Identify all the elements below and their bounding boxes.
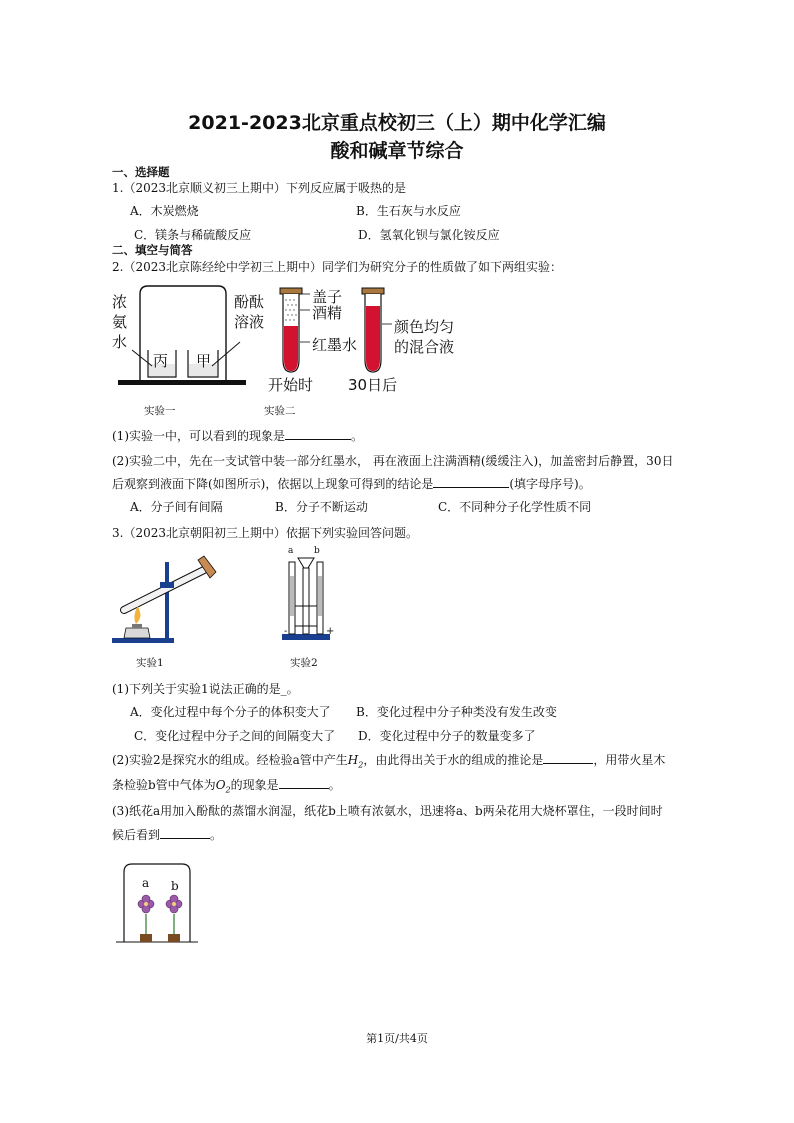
q2-part1-end: 。 bbox=[351, 429, 364, 443]
label-30days: 30日后 bbox=[348, 376, 398, 394]
flower-a-center bbox=[144, 902, 148, 906]
stand-rod bbox=[165, 562, 169, 640]
q2-option-a: A．分子间有间隔 bbox=[130, 500, 223, 514]
q3-stem: 3.（2023北京朝阳初三上期中）依据下列实验回答问题。 bbox=[112, 526, 418, 540]
q2-part1-text: (1)实验一中，可以看到的现象是 bbox=[112, 429, 285, 443]
q2-part2-text: 后观察到液面下降(如图所示)，依据以上现象可得到的结论是 bbox=[112, 477, 434, 491]
q3-part2-line2 bbox=[112, 776, 341, 794]
label-ammonia bbox=[112, 292, 130, 352]
q2-option-c: C．不同种分子化学性质不同 bbox=[438, 500, 592, 514]
q2-stem: 2.（2023北京陈经纶中学初三上期中）同学们为研究分子的性质做了如下两组实验： bbox=[112, 260, 562, 274]
q3-part3-text: 候后看到 bbox=[112, 828, 161, 842]
tube2-cap bbox=[362, 288, 384, 294]
q1-option-c: C．镁条与稀硫酸反应 bbox=[134, 228, 252, 242]
section-heading-fill: 二、填空与简答 bbox=[112, 243, 193, 257]
section-heading-choice: 一、选择题 bbox=[112, 165, 170, 179]
label-red-ink: 红墨水 bbox=[312, 336, 358, 354]
page-number: 第1页/共4页 bbox=[366, 1032, 428, 1045]
q1-option-a: A．木炭燃烧 bbox=[130, 204, 199, 218]
formula-h-sub: 2 bbox=[358, 760, 364, 770]
q2-option-b: B．分子不断运动 bbox=[275, 500, 368, 514]
beaker-jia-label: 甲 bbox=[196, 352, 212, 370]
q3-part2-line1 bbox=[112, 751, 665, 769]
q3-part2-text6: 。 bbox=[328, 778, 341, 792]
q3-option-b: B．变化过程中分子种类没有发生改变 bbox=[356, 705, 557, 719]
formula-o2 bbox=[215, 778, 231, 795]
label-phenol-2: 溶液 bbox=[234, 313, 265, 331]
q3-option-d: D．变化过程中分子的数量变多了 bbox=[358, 729, 536, 743]
label-ammonia-1: 浓 bbox=[112, 293, 128, 311]
flower-b-center bbox=[172, 902, 176, 906]
q2-part2-line2 bbox=[112, 475, 591, 492]
page-title: 2021-2023北京重点校初三（上）期中化学汇编 bbox=[188, 112, 606, 134]
label-phenol-1: 酚酞 bbox=[234, 293, 265, 311]
flower-b-label: b bbox=[171, 879, 179, 893]
label-ammonia-2: 氨 bbox=[112, 313, 128, 331]
tube1-cap bbox=[280, 288, 302, 294]
q3-figure3 bbox=[112, 858, 202, 948]
flower-a-base bbox=[140, 934, 152, 942]
q3-figure1-svg bbox=[110, 548, 220, 648]
q3-part2-text3: ，用带火星木 bbox=[593, 753, 666, 767]
caption-exp1: 实验一 bbox=[144, 405, 176, 417]
flower-a-label: a bbox=[142, 876, 150, 890]
q2-part1-blank[interactable] bbox=[285, 427, 351, 440]
label-ammonia-3: 水 bbox=[112, 333, 128, 351]
tube2-mixed-liquid bbox=[366, 306, 380, 371]
middle-tube bbox=[303, 568, 309, 634]
q3-part3-line2 bbox=[112, 826, 222, 843]
caption-exp2: 实验二 bbox=[264, 405, 296, 417]
q2-part2-line1: (2)实验二中，先在一支试管中装一部分红墨水， 再在液面上注满酒精(缓缓注入)，加盖密封后静置，30日 bbox=[112, 454, 674, 468]
water-b bbox=[318, 576, 322, 616]
q3-part2-text4: 条检验b管中气体为 bbox=[112, 778, 216, 792]
q3-part3-end: 。 bbox=[210, 828, 223, 842]
q1-option-b: B．生石灰与水反应 bbox=[356, 204, 461, 218]
water-a bbox=[290, 576, 294, 616]
label-phenolphthalein bbox=[234, 292, 264, 332]
q3-figure1 bbox=[110, 548, 220, 648]
q3-part2-text2: ，由此得出关于水的组成的推论是 bbox=[363, 753, 544, 767]
q3-option-c: C．变化过程中分子之间的间隔变大了 bbox=[134, 729, 336, 743]
label-mixture: 的混合液 bbox=[394, 338, 455, 356]
q2-part2-blank[interactable] bbox=[433, 475, 509, 488]
test-tube-glass bbox=[124, 570, 204, 610]
clamp bbox=[160, 582, 174, 588]
electrolysis-base bbox=[282, 634, 330, 640]
minus-label: - bbox=[284, 626, 288, 637]
q3-option-a: A．变化过程中每个分子的体积变大了 bbox=[130, 705, 331, 719]
electrode-b-label: b bbox=[314, 546, 320, 556]
q3-part3-line1: (3)纸花a用加入酚酞的蒸馏水润湿，纸花b上喷有浓氨水，迅速将a、b两朵花用大烧杯罩住，一段时间时 bbox=[112, 804, 663, 818]
plus-label: + bbox=[326, 626, 335, 637]
page-subtitle: 酸和碱章节综合 bbox=[330, 140, 464, 162]
electrode-a-label: a bbox=[288, 546, 294, 556]
label-uniform: 颜色均匀 bbox=[394, 318, 455, 336]
q3-part2-blank2[interactable] bbox=[279, 776, 329, 789]
q3-part1: (1)下列关于实验1说法正确的是_。 bbox=[112, 682, 299, 696]
q3-caption1: 实验1 bbox=[136, 657, 164, 669]
stand-base bbox=[112, 638, 174, 643]
q3-part2-blank1[interactable] bbox=[543, 751, 593, 764]
alcohol-lamp bbox=[124, 628, 150, 638]
formula-o-sub: 2 bbox=[225, 785, 231, 795]
formula-h2 bbox=[347, 753, 364, 770]
flower-b-base bbox=[168, 934, 180, 942]
q1-stem: 1.（2023北京顺义初三上期中）下列反应属于吸热的是 bbox=[112, 181, 406, 195]
funnel bbox=[298, 558, 314, 568]
beaker-bing-label: 丙 bbox=[153, 352, 169, 370]
q3-part3-blank[interactable] bbox=[160, 826, 210, 839]
tube1-red-ink bbox=[284, 326, 298, 371]
label-cap: 盖子 bbox=[312, 288, 343, 306]
q1-option-d: D．氢氧化钡与氯化铵反应 bbox=[358, 228, 500, 242]
q2-part2-end: (填字母序号)。 bbox=[509, 477, 591, 491]
formula-o: O bbox=[215, 778, 226, 792]
q3-figure3-svg bbox=[112, 858, 202, 948]
label-alcohol: 酒精 bbox=[312, 304, 343, 322]
base-plate bbox=[118, 380, 246, 385]
q2-part1 bbox=[112, 427, 363, 444]
q3-caption2: 实验2 bbox=[290, 657, 318, 669]
q3-part2-text5: 的现象是 bbox=[230, 778, 279, 792]
lamp-cap bbox=[132, 624, 142, 628]
label-start: 开始时 bbox=[268, 376, 314, 394]
formula-h: H bbox=[347, 753, 359, 767]
q3-part2-text1: (2)实验2是探究水的组成。经检验a管中产生 bbox=[112, 753, 348, 767]
